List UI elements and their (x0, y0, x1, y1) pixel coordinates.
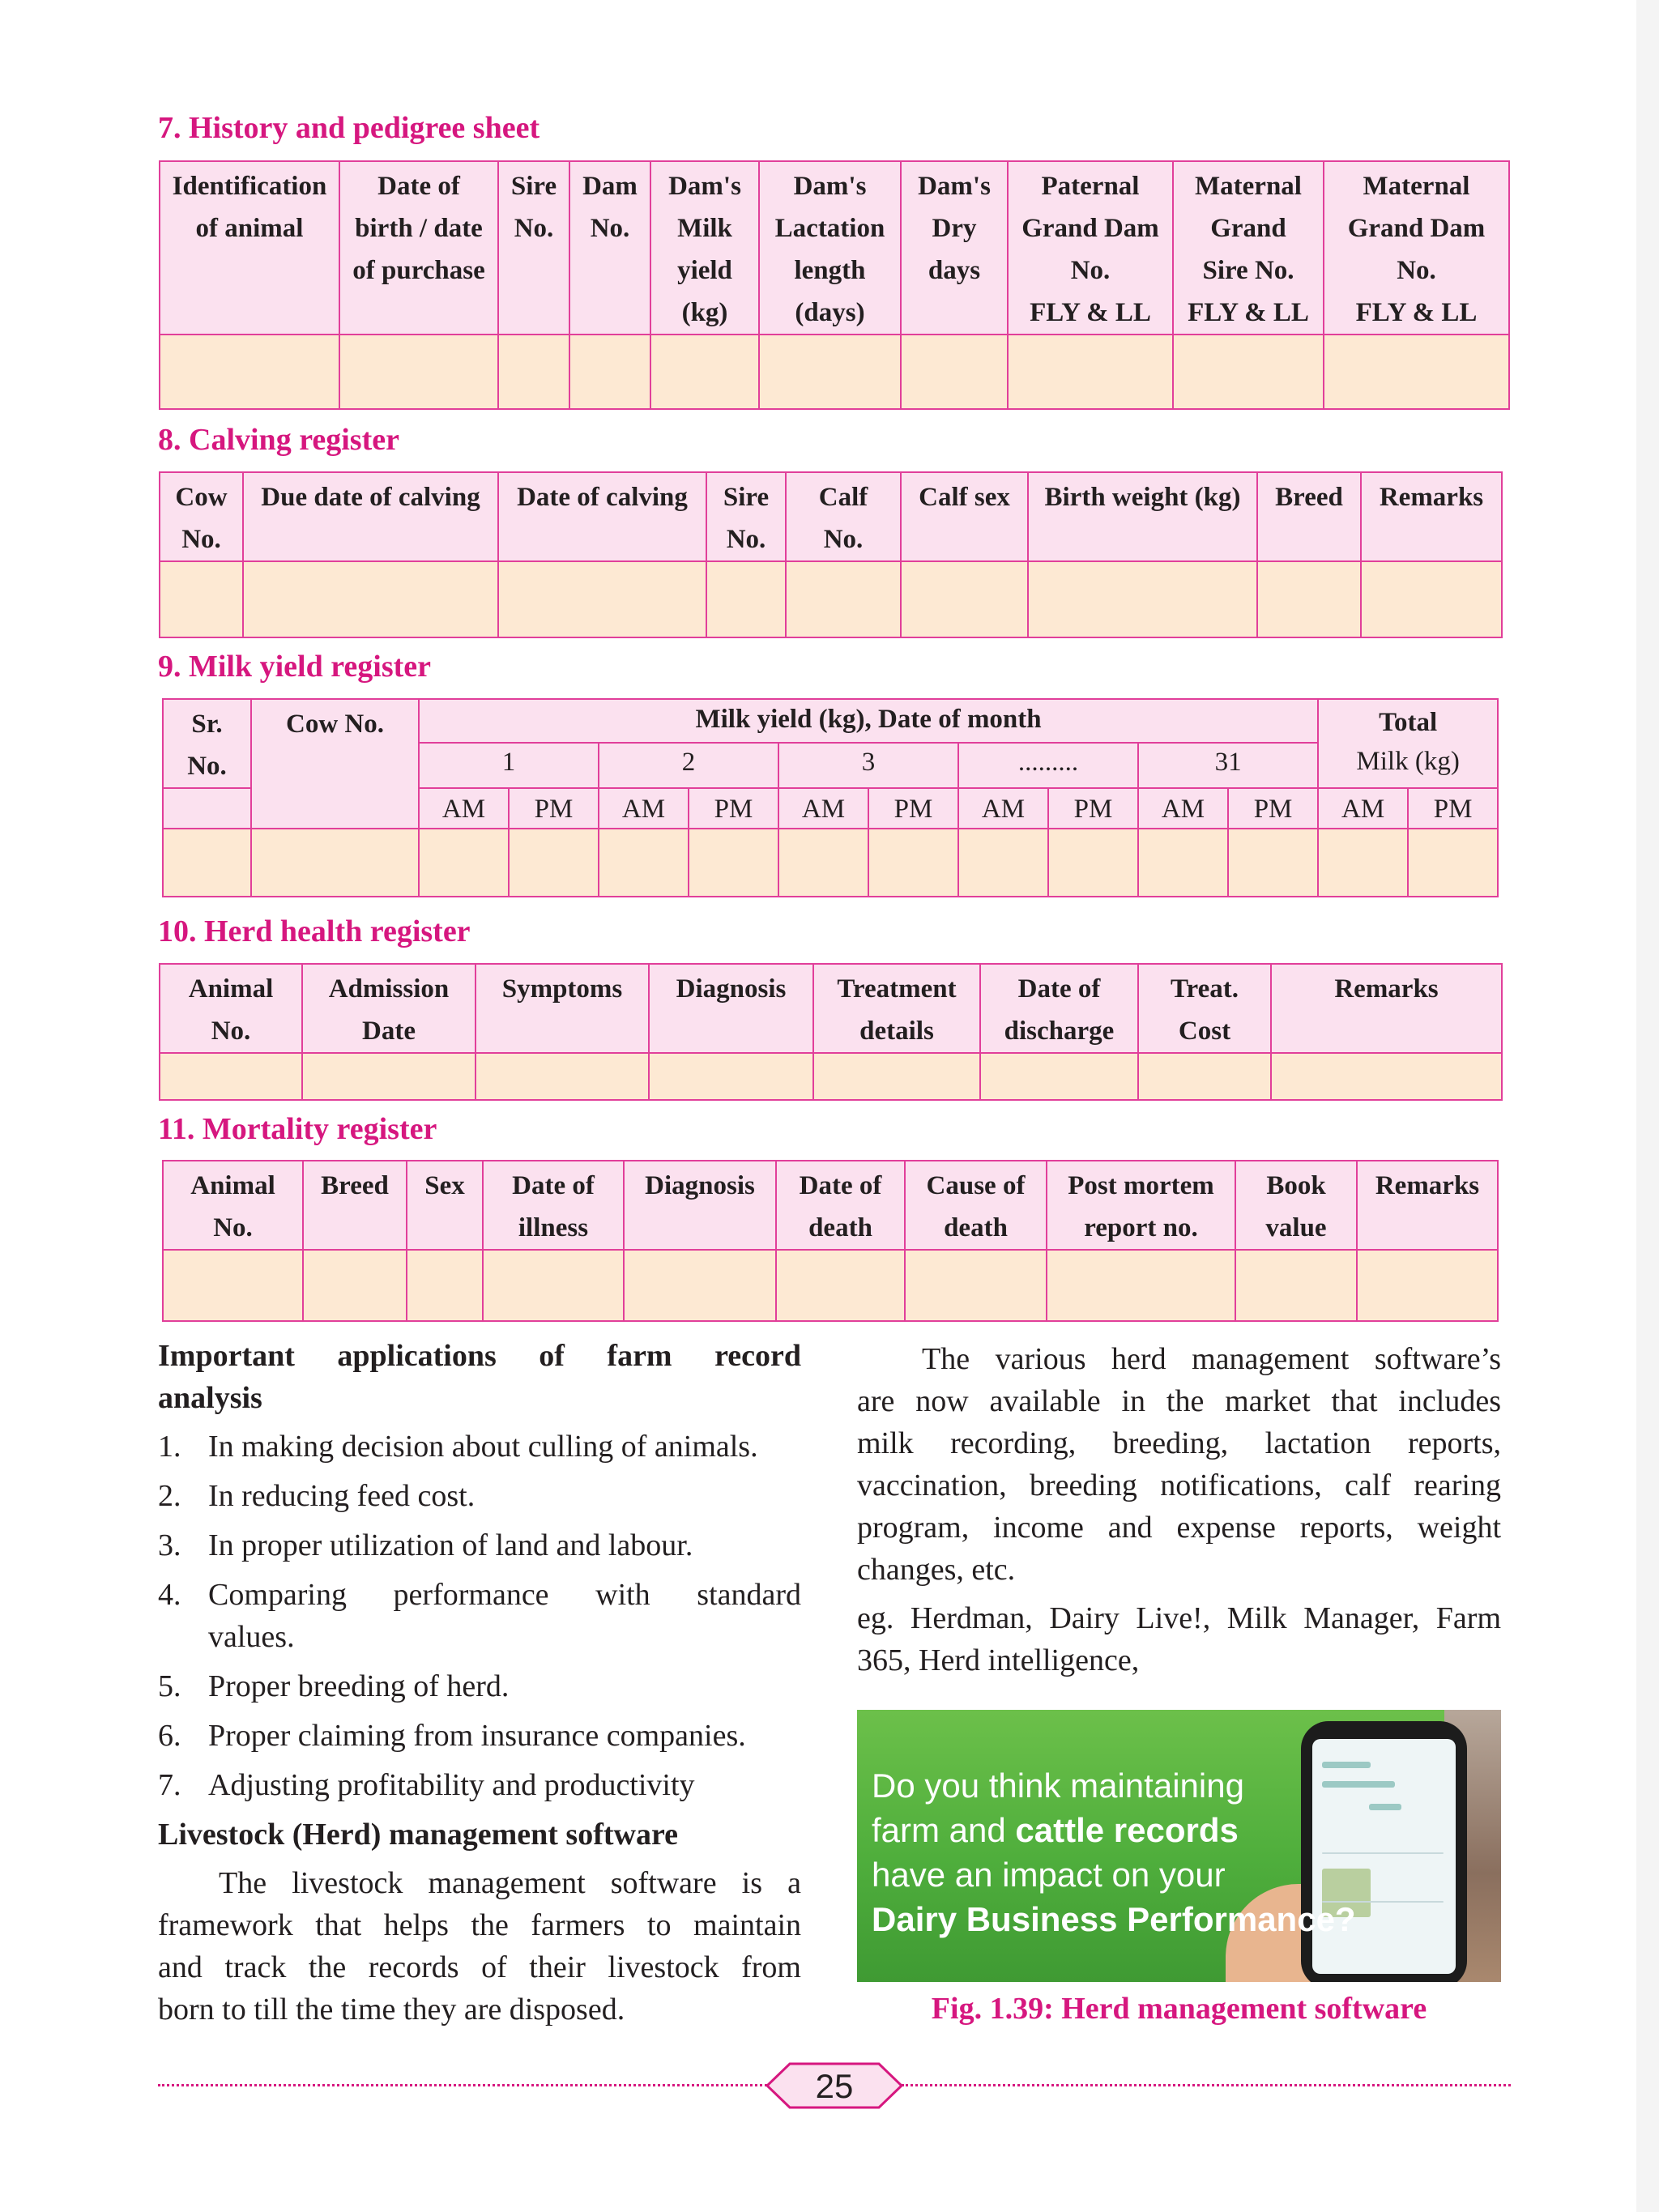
table-cell[interactable] (759, 335, 901, 409)
header-cause-of-death: Cause of death (905, 1161, 1047, 1250)
table-cell[interactable] (1257, 561, 1361, 637)
list-number: 4. (158, 1578, 181, 1612)
table-cell[interactable] (419, 829, 509, 897)
list-text: In making decision about culling of animals. (208, 1430, 758, 1464)
software-list-paragraph-line: The various herd management software’s (922, 1342, 1501, 1376)
list-text: In proper utilization of land and labour. (208, 1528, 693, 1562)
header-milk-yield-group: Milk yield (kg), Date of month (419, 699, 1318, 743)
table-row (163, 829, 1498, 897)
table-cell[interactable] (302, 1053, 476, 1100)
header-remarks: Remarks (1357, 1161, 1498, 1250)
header-maternal-grand-dam: Maternal Grand Dam No. FLY & LL (1324, 161, 1509, 335)
table-cell[interactable] (1047, 1250, 1235, 1321)
page-number: 25 (815, 2067, 854, 2105)
table-cell[interactable] (624, 1250, 776, 1321)
header-am: AM (1138, 788, 1228, 829)
table-cell[interactable] (1357, 1250, 1498, 1321)
figure-text-line: farm and cattle records (872, 1811, 1239, 1849)
table-cell[interactable] (569, 335, 650, 409)
header-pm: PM (1408, 788, 1498, 829)
header-dam-milk-yield: Dam's Milk yield (kg) (650, 161, 759, 335)
list-item (158, 1426, 801, 1468)
header-sire-no: Sire No. (706, 472, 786, 561)
section-title-mortality: 11. Mortality register (158, 1112, 437, 1146)
header-symptoms: Symptoms (476, 964, 649, 1053)
table-header-row (160, 964, 1502, 1053)
applications-heading: Important applications of farm record (158, 1339, 801, 1373)
table-header-row (163, 1161, 1498, 1250)
footer-divider-left (158, 2084, 767, 2086)
table-row (160, 1053, 1502, 1100)
header-calf-sex: Calf sex (901, 472, 1028, 561)
table-header-row (160, 161, 1509, 335)
list-item (158, 1764, 801, 1806)
table-cell[interactable] (706, 561, 786, 637)
figure-caption: Fig. 1.39: Herd management software (931, 1992, 1427, 2026)
table-cell[interactable] (160, 1053, 302, 1100)
table-row (160, 561, 1502, 637)
figure-text-line: Do you think maintaining (872, 1767, 1244, 1805)
table-cell[interactable] (868, 829, 958, 897)
software-paragraph-line: and track the records of their livestock from (158, 1950, 801, 1984)
history-pedigree-table (159, 160, 1510, 410)
header-am: AM (1318, 788, 1408, 829)
table-cell[interactable] (1028, 561, 1257, 637)
header-animal-no: Animal No. (163, 1161, 303, 1250)
header-breed: Breed (1257, 472, 1361, 561)
table-cell[interactable] (980, 1053, 1138, 1100)
header-day-31: 31 (1138, 743, 1318, 788)
table-cell[interactable] (901, 335, 1008, 409)
header-date-of-birth: Date of birth / date of purchase (339, 161, 498, 335)
list-text-cont: values. (208, 1620, 295, 1654)
header-day-ellipsis: ......... (958, 743, 1138, 788)
header-date-of-death: Date of death (776, 1161, 905, 1250)
table-cell[interactable] (689, 829, 778, 897)
list-text: Proper claiming from insurance companies. (208, 1719, 746, 1753)
table-cell[interactable] (776, 1250, 905, 1321)
section-title-history: 7. History and pedigree sheet (158, 111, 540, 145)
software-heading: Livestock (Herd) management software (158, 1818, 678, 1852)
header-pm: PM (868, 788, 958, 829)
page-number-badge (766, 2062, 903, 2109)
header-pm: PM (1048, 788, 1138, 829)
header-post-mortem: Post mortem report no. (1047, 1161, 1235, 1250)
list-text: Adjusting profitability and productivity (208, 1768, 695, 1802)
section-title-milk-yield: 9. Milk yield register (158, 650, 432, 684)
header-calf-no: Calf No. (786, 472, 901, 561)
figure-text-line: Dairy Business Performance? (872, 1900, 1356, 1938)
table-cell[interactable] (476, 1053, 649, 1100)
header-sex: Sex (407, 1161, 483, 1250)
software-list-paragraph-line: milk recording, breeding, lactation reports, (857, 1426, 1501, 1460)
header-sire-no: Sire No. (498, 161, 569, 335)
table-cell[interactable] (509, 829, 599, 897)
header-date-of-discharge: Date of discharge (980, 964, 1138, 1053)
table-cell[interactable] (1228, 829, 1318, 897)
herd-health-register-table (159, 963, 1503, 1101)
list-number: 2. (158, 1479, 181, 1513)
table-cell[interactable] (778, 829, 868, 897)
right-column (857, 1338, 1501, 1681)
header-dam-lactation-length: Dam's Lactation length (days) (759, 161, 901, 335)
list-text: Comparing performance with standard (208, 1578, 801, 1612)
table-cell[interactable] (813, 1053, 980, 1100)
header-treatment-details: Treatment details (813, 964, 980, 1053)
table-cell[interactable] (958, 829, 1048, 897)
table-cell[interactable] (483, 1250, 624, 1321)
table-cell[interactable] (163, 1250, 303, 1321)
list-item (158, 1524, 801, 1566)
table-cell[interactable] (1361, 561, 1502, 637)
header-book-value: Book value (1235, 1161, 1357, 1250)
header-sr-no: Sr. No. (163, 699, 251, 788)
header-treat-cost: Treat. Cost (1138, 964, 1271, 1053)
header-maternal-grand-sire: Maternal Grand Sire No. FLY & LL (1173, 161, 1324, 335)
header-date-of-calving: Date of calving (498, 472, 706, 561)
list-item (158, 1475, 801, 1517)
figure-text (872, 1763, 1356, 1941)
list-number: 5. (158, 1669, 181, 1703)
header-date-of-illness: Date of illness (483, 1161, 624, 1250)
header-birth-weight: Birth weight (kg) (1028, 472, 1257, 561)
list-number: 7. (158, 1768, 181, 1802)
applications-heading-cont: analysis (158, 1381, 262, 1415)
page-edge-strip (1636, 0, 1659, 2212)
section-title-herd-health: 10. Herd health register (158, 914, 471, 948)
table-cell[interactable] (786, 561, 901, 637)
table-cell[interactable] (339, 335, 498, 409)
table-cell[interactable] (163, 829, 251, 897)
header-am: AM (778, 788, 868, 829)
table-cell[interactable] (901, 561, 1028, 637)
header-diagnosis: Diagnosis (649, 964, 813, 1053)
table-header-row (160, 472, 1502, 561)
list-number: 3. (158, 1528, 181, 1562)
table-cell[interactable] (1138, 1053, 1271, 1100)
header-remarks: Remarks (1271, 964, 1502, 1053)
list-number: 6. (158, 1719, 181, 1753)
mortality-register-table (162, 1160, 1499, 1322)
list-item (158, 1574, 801, 1658)
table-cell[interactable] (303, 1250, 407, 1321)
table-cell[interactable] (407, 1250, 483, 1321)
list-text: Proper breeding of herd. (208, 1669, 510, 1703)
section-title-calving: 8. Calving register (158, 423, 399, 457)
herd-management-software-image (857, 1710, 1501, 1982)
software-paragraph-line: framework that helps the farmers to maintain (158, 1908, 801, 1942)
list-item (158, 1665, 801, 1707)
header-am: AM (958, 788, 1048, 829)
header-pm: PM (689, 788, 778, 829)
table-cell[interactable] (1324, 335, 1509, 409)
header-day-1: 1 (419, 743, 599, 788)
table-cell[interactable] (905, 1250, 1047, 1321)
list-text: In reducing feed cost. (208, 1479, 476, 1513)
table-cell[interactable] (498, 561, 706, 637)
list-number: 1. (158, 1430, 181, 1464)
table-cell[interactable] (649, 1053, 813, 1100)
table-cell[interactable] (1235, 1250, 1357, 1321)
software-paragraph-line: born to till the time they are disposed. (158, 1993, 625, 2027)
header-day-3: 3 (778, 743, 958, 788)
table-cell[interactable] (498, 335, 569, 409)
header-identification: Identification of animal (160, 161, 339, 335)
table-cell[interactable] (1271, 1053, 1502, 1100)
header-am: AM (599, 788, 689, 829)
examples-line: 365, Herd intelligence, (857, 1643, 1140, 1677)
milk-yield-register-table (162, 698, 1499, 897)
left-column (158, 1335, 801, 2031)
header-remarks: Remarks (1361, 472, 1502, 561)
table-cell[interactable] (251, 829, 419, 897)
calving-register-table (159, 471, 1503, 638)
table-cell[interactable] (243, 561, 498, 637)
examples-line: eg. Herdman, Dairy Live!, Milk Manager, Farm (857, 1601, 1501, 1635)
header-total: Total Milk (kg) (1318, 699, 1498, 788)
table-cell[interactable] (1008, 335, 1173, 409)
table-header-row (163, 699, 1498, 743)
table-cell[interactable] (599, 829, 689, 897)
header-breed: Breed (303, 1161, 407, 1250)
header-dam-no: Dam No. (569, 161, 650, 335)
header-due-date: Due date of calving (243, 472, 498, 561)
header-dam-dry-days: Dam's Dry days (901, 161, 1008, 335)
table-cell[interactable] (1408, 829, 1498, 897)
header-cow-no: Cow No. (160, 472, 243, 561)
table-cell[interactable] (1318, 829, 1408, 897)
table-cell[interactable] (160, 335, 339, 409)
table-cell[interactable] (1048, 829, 1138, 897)
header-animal-no: Animal No. (160, 964, 302, 1053)
software-list-paragraph-line: program, income and expense reports, weight (857, 1511, 1501, 1545)
header-am: AM (419, 788, 509, 829)
figure-text-line: have an impact on your (872, 1856, 1226, 1894)
table-row (163, 1250, 1498, 1321)
table-cell[interactable] (1173, 335, 1324, 409)
header-admission-date: Admission Date (302, 964, 476, 1053)
header-paternal-grand-dam: Paternal Grand Dam No. FLY & LL (1008, 161, 1173, 335)
software-list-paragraph-line: vaccination, breeding notifications, calf rearing (857, 1468, 1501, 1502)
software-paragraph-line: The livestock management software is a (219, 1866, 801, 1900)
footer-divider-right (902, 2084, 1511, 2086)
header-diagnosis: Diagnosis (624, 1161, 776, 1250)
software-list-paragraph-line: changes, etc. (857, 1553, 1016, 1587)
list-item (158, 1715, 801, 1757)
header-sr-blank (163, 788, 251, 829)
table-row (160, 335, 1509, 409)
header-pm: PM (1228, 788, 1318, 829)
software-list-paragraph-line: are now available in the market that includes (857, 1384, 1501, 1418)
table-cell[interactable] (650, 335, 759, 409)
header-pm: PM (509, 788, 599, 829)
table-cell[interactable] (1138, 829, 1228, 897)
header-cow-no: Cow No. (251, 699, 419, 829)
header-day-2: 2 (599, 743, 778, 788)
table-cell[interactable] (160, 561, 243, 637)
